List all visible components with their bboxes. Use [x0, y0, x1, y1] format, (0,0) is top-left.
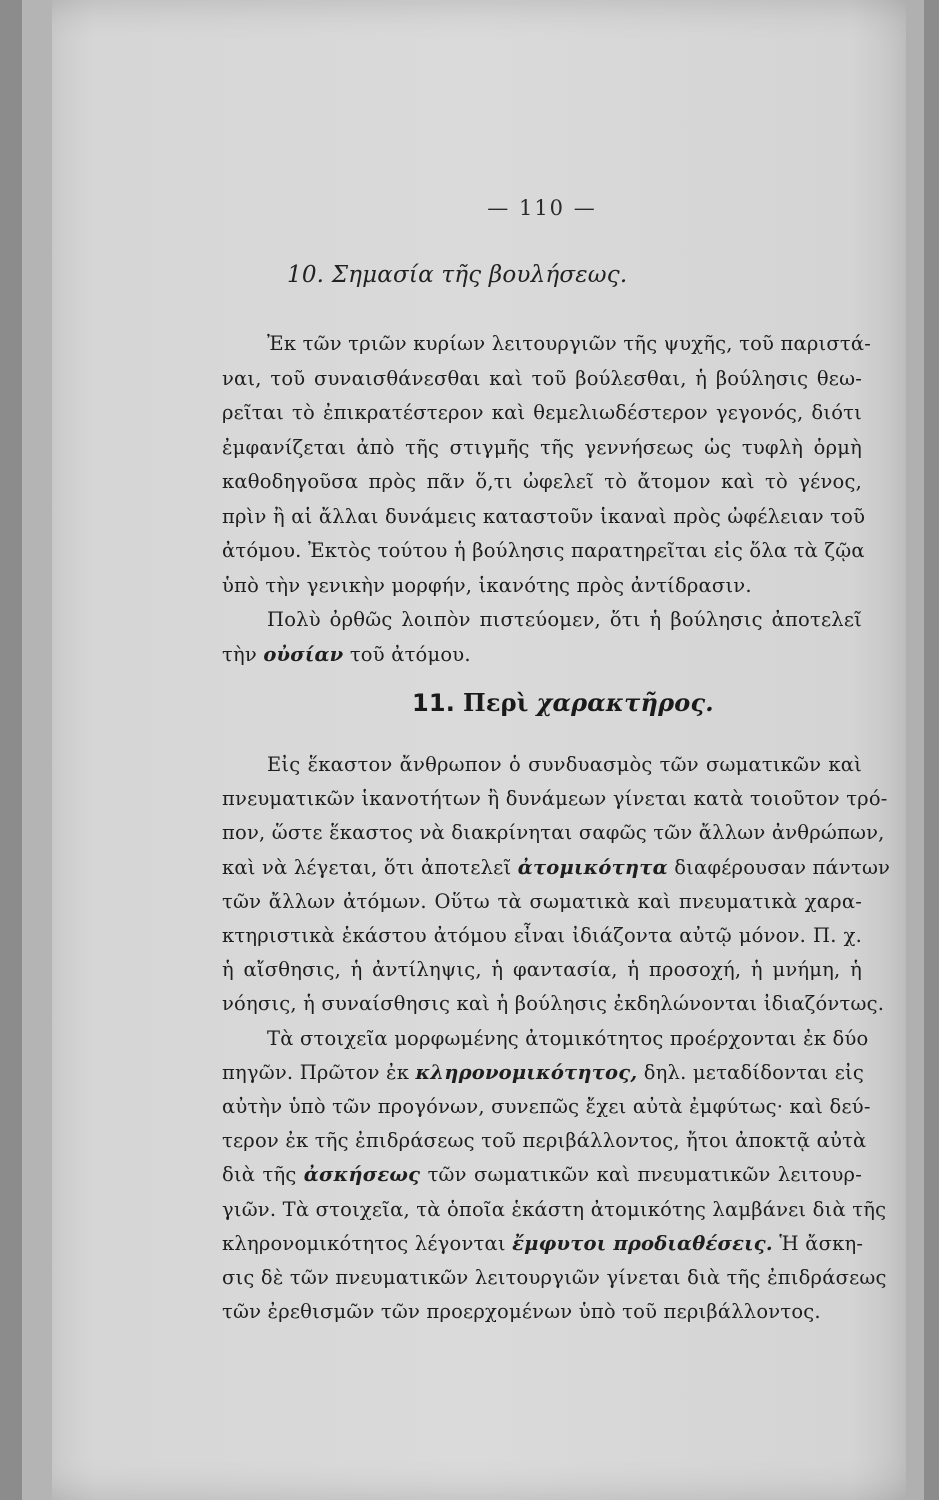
- text-line: [222, 1056, 865, 1090]
- text-line: τερον ἐκ τῆς ἐπιδράσεως τοῦ περιβάλλοντος, ἤτοι ἀποκτᾷ αὐτὰ: [222, 1129, 867, 1153]
- text-line: ὑπὸ τὴν γενικὴν μορφήν, ἱκανότης πρὸς ἀντίδρασιν.: [222, 573, 752, 597]
- text-line: σις δὲ τῶν πνευματικῶν λειτουργιῶν γίνεται διὰ τῆς ἐπιδράσεως: [222, 1266, 887, 1289]
- text-line: καθοδηγοῦσα πρὸς πᾶν ὅ,τι ὠφελεῖ τὸ ἄτομον καὶ τὸ γένος,: [222, 470, 862, 493]
- text-fragment: τὴν: [222, 642, 264, 666]
- text-line: πον, ὥστε ἕκαστος νὰ διακρίνηται σαφῶς τῶν ἄλλων ἀνθρώπων,: [222, 821, 885, 845]
- page-left-margin: [22, 0, 52, 1500]
- text-fragment: πηγῶν. Πρῶτον ἐκ: [222, 1060, 416, 1084]
- text-line: [222, 1227, 862, 1261]
- section-11-title-word1: Περὶ: [462, 688, 529, 717]
- text-fragment: διαφέρουσαν πάντων: [667, 855, 891, 879]
- text-line: [222, 638, 862, 672]
- text-line: νόησις, ἡ συναίσθησις καὶ ἡ βούλησις ἐκδηλώνονται ἰδιαζόντως.: [222, 992, 885, 1016]
- text-fragment: Ἡ ἄσκη-: [772, 1231, 864, 1255]
- section-11-number: 11.: [412, 689, 456, 717]
- text-fragment: τῶν σωματικῶν καὶ πνευματικῶν λειτουρ-: [420, 1163, 863, 1187]
- text-line: ἀτόμου. Ἐκτὸς τούτου ἡ βούλησις παρατηρεῖται εἰς ὅλα τὰ ζῷα: [222, 539, 865, 562]
- section-10-heading: 10. Σημασία τῆς βουλήσεως.: [287, 262, 628, 288]
- emphasized-term: οὐσίαν: [263, 642, 344, 666]
- emphasized-term: ἀτομικότητα: [517, 855, 668, 879]
- text-line: τῶν ἄλλων ἀτόμων. Οὕτω τὰ σωματικὰ καὶ πνευματικὰ χαρα-: [222, 889, 862, 913]
- text-line: [222, 1158, 862, 1192]
- page-number: — 110 —: [487, 196, 597, 220]
- text-line: γιῶν. Τὰ στοιχεῖα, τὰ ὁποῖα ἑκάστη ἀτομικότης λαμβάνει διὰ τῆς: [222, 1197, 887, 1221]
- text-fragment: τοῦ ἀτόμου.: [343, 642, 471, 666]
- text-fragment: κληρονομικότητος λέγονται: [222, 1231, 513, 1255]
- text-line: κτηριστικὰ ἑκάστου ἀτόμου εἶναι ἰδιάζοντα αὐτῷ μόνον. Π. χ.: [222, 924, 862, 947]
- text-line: ναι, τοῦ συναισθάνεσθαι καὶ τοῦ βούλεσθαι, ἡ βούλησις θεω-: [222, 366, 862, 390]
- text-fragment: καὶ νὰ λέγεται, ὅτι ἀποτελεῖ: [222, 855, 518, 879]
- emphasized-term: ἔμφυτοι προδιαθέσεις.: [512, 1231, 773, 1255]
- text-line: πρὶν ἢ αἱ ἄλλαι δυνάμεις καταστοῦν ἱκαναὶ πρὸς ὠφέλειαν τοῦ: [222, 504, 866, 528]
- emphasized-term: κληρονομικότητος,: [415, 1060, 638, 1084]
- text-line: τῶν ἐρεθισμῶν τῶν προερχομένων ὑπὸ τοῦ περιβάλλοντος.: [222, 1300, 821, 1324]
- text-line: Εἰς ἕκαστον ἄνθρωπον ὁ συνδυασμὸς τῶν σωματικῶν καὶ: [267, 753, 862, 776]
- section-11-heading: [412, 688, 812, 717]
- text-line: Τὰ στοιχεῖα μορφωμένης ἀτομικότητος προέρχονται ἐκ δύο: [267, 1026, 869, 1050]
- text-line: πνευματικῶν ἱκανοτήτων ἢ δυνάμεων γίνεται κατὰ τοιοῦτον τρό-: [222, 787, 888, 811]
- text-line: αὐτὴν ὑπὸ τῶν προγόνων, συνεπῶς ἔχει αὐτὰ ἐμφύτως· καὶ δεύ-: [222, 1095, 871, 1118]
- emphasized-term: ἀσκήσεως: [303, 1163, 421, 1187]
- book-page: [22, 0, 924, 1500]
- text-fragment: διὰ τῆς: [222, 1163, 304, 1187]
- section-11-title-word2: χαρακτῆρος.: [536, 688, 714, 717]
- text-line: Ἐκ τῶν τριῶν κυρίων λειτουργιῶν τῆς ψυχῆς, τοῦ παριστά-: [267, 332, 872, 355]
- text-line: ἡ αἴσθησις, ἡ ἀντίληψις, ἡ φαντασία, ἡ προσοχή, ἡ μνήμη, ἡ: [222, 958, 862, 982]
- text-line: ἐμφανίζεται ἀπὸ τῆς στιγμῆς τῆς γεννήσεως ὡς τυφλὴ ὁρμὴ: [222, 435, 862, 459]
- text-line: Πολὺ ὀρθῶς λοιπὸν πιστεύομεν, ὅτι ἡ βούλησις ἀποτελεῖ: [267, 608, 862, 631]
- page-right-margin: [906, 0, 924, 1500]
- text-line: [222, 851, 891, 885]
- text-line: ρεῖται τὸ ἐπικρατέστερον καὶ θεμελιωδέστερον γεγονός, διότι: [222, 401, 862, 424]
- text-fragment: δηλ. μεταδίδονται εἰς: [637, 1060, 865, 1084]
